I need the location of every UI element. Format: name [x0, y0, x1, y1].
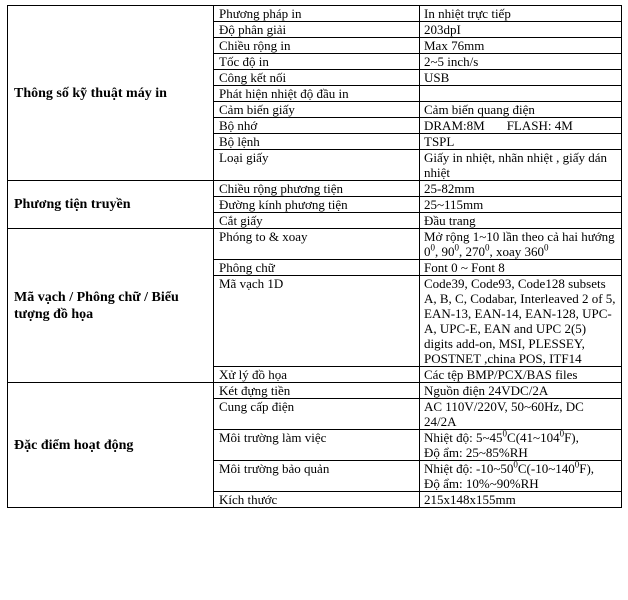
param-cell: Phông chữ	[214, 260, 420, 276]
value-cell	[420, 118, 622, 134]
value-cell: 215x148x155mm	[420, 492, 622, 508]
value-cell: Nguồn điện 24VDC/2A	[420, 383, 622, 399]
param-cell: Xử lý đồ họa	[214, 367, 420, 383]
spec-table	[7, 5, 622, 508]
value-cell: USB	[420, 70, 622, 86]
value-cell: Đầu trang	[420, 213, 622, 229]
value-cell: 2~5 inch/s	[420, 54, 622, 70]
value-cell: Nhiệt độ: $-10\sim 50^0C(-10\sim 140^0F)$, Độ ẩm: 10%~90%RH	[420, 461, 622, 492]
value-cell: Giấy in nhiệt, nhãn nhiệt , giấy dán nhiệt	[420, 150, 622, 181]
table-row	[8, 6, 622, 22]
param-cell: Cảm biến giấy	[214, 102, 420, 118]
param-cell: Cung cấp điện	[214, 399, 420, 430]
param-cell: Phương pháp in	[214, 6, 420, 22]
table-row	[8, 383, 622, 399]
group-printer-specs: Thông số kỹ thuật máy in	[8, 6, 214, 181]
dram-value: DRAM:8M	[424, 118, 485, 133]
value-cell: Max 76mm	[420, 38, 622, 54]
value-cell: Font 0 ~ Font 8	[420, 260, 622, 276]
param-cell: Két đựng tiền	[214, 383, 420, 399]
value-cell: Code39, Code93, Code128 subsets A, B, C, Codabar, Interleaved 2 of 5, EAN-13, EAN-14, EAN-128, UPC-A, UPC-E, EAN and UPC 2(5) digits add-on, MSI, PLESSEY, POSTNET ,china POS, ITF14	[420, 276, 622, 367]
param-cell: Môi trường làm việc	[214, 430, 420, 461]
param-cell: Môi trường bảo quản	[214, 461, 420, 492]
param-cell: Loại giấy	[214, 150, 420, 181]
group-media: Phương tiện truyền	[8, 181, 214, 229]
param-cell: Phóng to & xoay	[214, 229, 420, 260]
param-cell: Chiều rộng phương tiện	[214, 181, 420, 197]
value-cell: 25-82mm	[420, 181, 622, 197]
value-cell: AC 110V/220V, 50~60Hz, DC 24/2A	[420, 399, 622, 430]
param-cell: Bộ nhớ	[214, 118, 420, 134]
param-cell: Độ phân giải	[214, 22, 420, 38]
param-cell: Mã vạch 1D	[214, 276, 420, 367]
value-cell: Các tệp BMP/PCX/BAS files	[420, 367, 622, 383]
value-cell-empty	[420, 86, 622, 102]
param-cell: Công kết nối	[214, 70, 420, 86]
param-cell: Kích thước	[214, 492, 420, 508]
value-cell: TSPL	[420, 134, 622, 150]
group-operation: Đặc điểm hoạt động	[8, 383, 214, 508]
param-cell: Phát hiện nhiệt độ đầu in	[214, 86, 420, 102]
value-cell: 25~115mm	[420, 197, 622, 213]
value-cell: Mở rộng 1~10 lần theo cả hai hướng $0^0$, $90^0$, $270^0$, xoay $360^0$	[420, 229, 622, 260]
param-cell: Cắt giấy	[214, 213, 420, 229]
param-cell: Đường kính phương tiện	[214, 197, 420, 213]
table-row	[8, 229, 622, 260]
param-cell: Bộ lệnh	[214, 134, 420, 150]
param-cell: Chiều rộng in	[214, 38, 420, 54]
param-cell: Tốc độ in	[214, 54, 420, 70]
value-cell: Nhiệt độ: $5\sim 45^0C(41\sim 104^0F)$, Độ ẩm: 25~85%RH	[420, 430, 622, 461]
value-cell: Cảm biến quang điện	[420, 102, 622, 118]
flash-value: FLASH: 4M	[506, 118, 573, 133]
value-cell: 203dpI	[420, 22, 622, 38]
table-row	[8, 181, 622, 197]
value-cell: In nhiệt trực tiếp	[420, 6, 622, 22]
group-barcode-font-graphics: Mã vạch / Phông chữ / Biểu tượng đồ họa	[8, 229, 214, 383]
